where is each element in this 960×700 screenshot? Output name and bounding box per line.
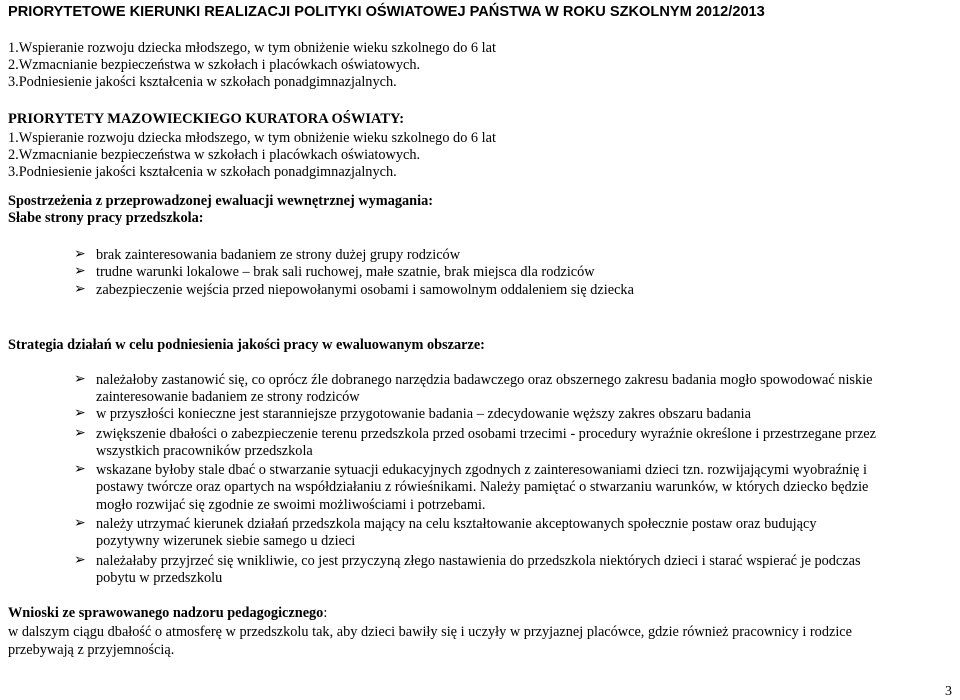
arrow-bullet-icon: ➢ [74, 372, 86, 387]
weakness-item: trudne warunki lokalowe – brak sali ruchowej, małe szatnie, brak miejsca dla rodziców [96, 264, 595, 280]
arrow-bullet-icon: ➢ [74, 462, 86, 477]
priority-item: 3.Podniesienie jakości kształcenia w szkołach ponadgimnazjalnych. [8, 74, 397, 90]
conclusions-heading-colon: : [323, 605, 328, 621]
arrow-bullet-icon: ➢ [74, 264, 86, 279]
arrow-bullet-icon: ➢ [74, 282, 86, 297]
conclusions-heading-text: Wnioski ze sprawowanego nadzoru pedagogicznego [8, 605, 324, 621]
mazowieckie-item: 1.Wspieranie rozwoju dziecka młodszego, w tym obniżenie wieku szkolnego do 6 lat [8, 130, 496, 146]
strategy-item-line: pozytywny wizerunek siebie samego u dzieci [96, 533, 356, 549]
priority-item: 1.Wspieranie rozwoju dziecka młodszego, w tym obniżenie wieku szkolnego do 6 lat [8, 40, 496, 56]
weakness-item: brak zainteresowania badaniem ze strony dużej grupy rodziców [96, 247, 461, 263]
arrow-bullet-icon: ➢ [74, 553, 86, 568]
conclusion-line: przebywają z przyjemnością. [8, 642, 175, 658]
section-heading-conclusions [8, 605, 327, 621]
section-heading-observations: Spostrzeżenia z przeprowadzonej ewaluacji wewnętrznej wymagania: [8, 193, 433, 209]
strategy-item-line: wszystkich pracowników przedszkola [96, 443, 313, 459]
arrow-bullet-icon: ➢ [74, 406, 86, 421]
mazowieckie-item: 3.Podniesienie jakości kształcenia w szkołach ponadgimnazjalnych. [8, 164, 397, 180]
mazowieckie-item: 2.Wzmacnianie bezpieczeństwa w szkołach i placówkach oświatowych. [8, 147, 421, 163]
strategy-item-line: w przyszłości konieczne jest staranniejsze przygotowanie badania – zdecydowanie węższy zakres obszaru badania [96, 406, 751, 422]
section-heading-mazowieckie: PRIORYTETY MAZOWIECKIEGO KURATORA OŚWIATY: [8, 111, 405, 127]
strategy-item-line: postawy twórcze oraz opartych na współdziałaniu z rówieśnikami. Należy pamiętać o stwarzaniu warunków, w których dziecko będzie [96, 479, 869, 495]
page-title: PRIORYTETOWE KIERUNKI REALIZACJI POLITYKI OŚWIATOWEJ PAŃSTWA W ROKU SZKOLNYM 2012/2013 [8, 4, 765, 20]
strategy-item-line: pobytu w przedszkolu [96, 570, 223, 586]
arrow-bullet-icon: ➢ [74, 247, 86, 262]
arrow-bullet-icon: ➢ [74, 516, 86, 531]
strategy-item-line: mogło rozwijać się zgodnie ze swoimi możliwościami i potrzebami. [96, 497, 486, 513]
strategy-item-line: zwiększenie dbałości o zabezpieczenie terenu przedszkola przed osobami trzecimi - procedury wyraźnie określone i przestrzegane przez [96, 426, 876, 442]
strategy-item-line: wskazane byłoby stale dbać o stwarzanie sytuacji edukacyjnych zgodnych z zainteresowaniami dzieci tzn. rozwijającymi wyobraźnię i [96, 462, 867, 478]
section-heading-strategy: Strategia działań w celu podniesienia jakości pracy w ewaluowanym obszarze: [8, 337, 485, 353]
page-number: 3 [945, 684, 952, 699]
strategy-item-line: należałoby zastanowić się, co oprócz źle dobranego narzędzia badawczego oraz obszernego zakresu badania mogło spowodować niskie [96, 372, 873, 388]
strategy-item-line: należy utrzymać kierunek działań przedszkola mający na celu kształtowanie akceptowanych społecznie postaw oraz budujący [96, 516, 817, 532]
section-subheading-weaknesses: Słabe strony pracy przedszkola: [8, 210, 204, 226]
arrow-bullet-icon: ➢ [74, 426, 86, 441]
strategy-item-line: należałaby przyjrzeć się wnikliwie, co jest przyczyną złego nastawienia do przedszkola niektórych dzieci i starać wspierać je podczas [96, 553, 861, 569]
conclusion-line: w dalszym ciągu dbałość o atmosferę w przedszkolu tak, aby dzieci bawiły się i uczyły w przyjaznej placówce, gdzie również pracownicy i rodzice [8, 624, 852, 640]
weakness-item: zabezpieczenie wejścia przed niepowołanymi osobami i samowolnym oddaleniem się dziecka [96, 282, 634, 298]
strategy-item-line: zainteresowanie badaniem ze strony rodziców [96, 389, 360, 405]
priority-item: 2.Wzmacnianie bezpieczeństwa w szkołach i placówkach oświatowych. [8, 57, 421, 73]
